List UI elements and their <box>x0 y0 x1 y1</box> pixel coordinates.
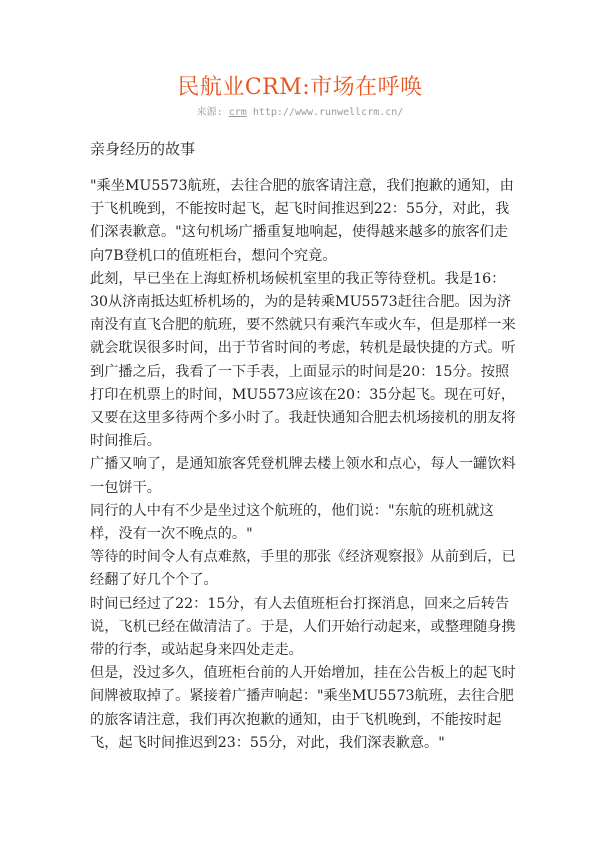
source-link[interactable]: crm <box>228 107 247 118</box>
paragraph: 此刻，早已坐在上海虹桥机场候机室里的我正等待登机。我是16：30从济南抵达虹桥机场的，为的是转乘MU5573赶往合肥。因为济南没有直飞合肥的航班，要不然就只有乘汽车或火车，但是那样一来就会耽误很多时间，出于节省时间的考虑，转机是最快捷的方式。听到广播之后，我看了一下手表，上面显示的时间是20：15分。按照打印在机票上的时间，MU5573应该在20：35分起飞。现在可好，又要在这里多待两个多小时了。我赶快通知合肥去机场接机的朋友将时间推后。 <box>90 270 516 450</box>
paragraph: 但是，没过多久，值班柜台前的人开始增加，挂在公告板上的起飞时间牌被取掉了。紧接着广播声响起："乘坐MU5573航班，去往合肥的旅客请注意，我们再次抱歉的通知，由于飞机晚到，不能按时起飞，起飞时间推迟到23：55分，对此，我们深表歉意。" <box>90 665 516 751</box>
paragraph: 同行的人中有不少是坐过这个航班的，他们说："东航的班机就这样，没有一次不晚点的。" <box>90 502 494 543</box>
article-source <box>0 106 600 120</box>
paragraph: 广播又响了，是通知旅客凭登机牌去楼上领水和点心，每人一罐饮料一包饼干。 <box>90 456 516 496</box>
section-heading: 亲身经历的故事 <box>90 140 196 158</box>
source-url[interactable]: http://www.runwellcrm.cn/ <box>252 107 404 118</box>
article-title: 民航业CRM:市场在呼唤 <box>177 75 423 100</box>
source-label: 来源: <box>196 107 223 118</box>
paragraph: 等待的时间令人有点难熬，手里的那张《经济观察报》从前到后，已经翻了好几个个了。 <box>90 549 516 589</box>
paragraph: 时间已经过了22：15分，有人去值班柜台打探消息，回来之后转告说，飞机已经在做清洁了。于是，人们开始行动起来，或整理随身携带的行李，或站起身来四处走走。 <box>90 595 516 659</box>
paragraph: "乘坐MU5573航班，去往合肥的旅客请注意，我们抱歉的通知，由于飞机晚到，不能按时起飞，起飞时间推迟到22：55分，对此，我们深表歉意。"这句机场广播重复地响起，使得越来越多的旅客们走向7B登机口的值班柜台，想问个究竟。 <box>90 178 514 264</box>
article-body <box>90 175 520 755</box>
